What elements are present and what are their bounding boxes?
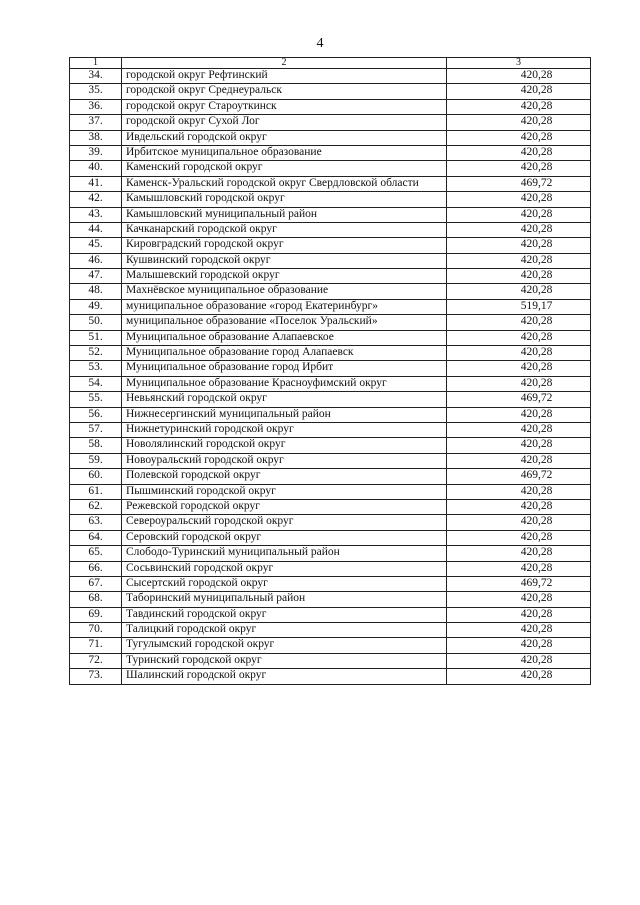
municipality-name: Нижнесергинский муниципальный район (122, 407, 447, 422)
table-row (70, 222, 591, 237)
municipality-name: Муниципальное образование город Алапаевск (122, 346, 447, 361)
row-number: 57. (70, 422, 122, 437)
row-number: 35. (70, 84, 122, 99)
table-row (70, 592, 591, 607)
municipality-name: Слободо-Туринский муниципальный район (122, 546, 447, 561)
municipality-name: Пышминский городской округ (122, 484, 447, 499)
row-value: 420,28 (447, 269, 591, 284)
row-number: 46. (70, 253, 122, 268)
row-number: 54. (70, 376, 122, 391)
row-value: 420,28 (447, 422, 591, 437)
municipality-name: Ирбитское муниципальное образование (122, 145, 447, 160)
municipality-name: муниципальное образование «Поселок Уральский» (122, 315, 447, 330)
municipality-name: Сосьвинский городской округ (122, 561, 447, 576)
municipality-name: Режевской городской округ (122, 499, 447, 514)
page-number: 4 (316, 36, 324, 51)
table-row (70, 69, 591, 84)
table-row (70, 299, 591, 314)
table-row (70, 161, 591, 176)
row-value: 420,28 (447, 515, 591, 530)
municipality-name: Новолялинский городской округ (122, 438, 447, 453)
municipality-name: Шалинский городской округ (122, 669, 447, 684)
row-number: 49. (70, 299, 122, 314)
row-number: 63. (70, 515, 122, 530)
row-value: 420,28 (447, 530, 591, 545)
row-number: 56. (70, 407, 122, 422)
row-value: 420,28 (447, 407, 591, 422)
table-row (70, 499, 591, 514)
municipality-name: Новоуральский городской округ (122, 453, 447, 468)
data-table (69, 57, 591, 685)
municipality-name: Серовский городской округ (122, 530, 447, 545)
column-header-number: 1 (70, 58, 122, 69)
row-value: 469,72 (447, 576, 591, 591)
municipality-name: Камышловский городской округ (122, 192, 447, 207)
row-value: 420,28 (447, 238, 591, 253)
table-row (70, 284, 591, 299)
row-value: 420,28 (447, 284, 591, 299)
municipality-name: городской округ Среднеуральск (122, 84, 447, 99)
row-number: 73. (70, 669, 122, 684)
table-row (70, 361, 591, 376)
row-value: 469,72 (447, 392, 591, 407)
municipality-name: Махнёвское муниципальное образование (122, 284, 447, 299)
municipality-name: Сысертский городской округ (122, 576, 447, 591)
municipality-name: Ивдельский городской округ (122, 130, 447, 145)
row-value: 420,28 (447, 561, 591, 576)
row-value: 420,28 (447, 438, 591, 453)
table-row (70, 438, 591, 453)
row-number: 34. (70, 69, 122, 84)
row-number: 38. (70, 130, 122, 145)
row-number: 42. (70, 192, 122, 207)
row-value: 420,28 (447, 607, 591, 622)
row-value: 420,28 (447, 546, 591, 561)
table-row (70, 207, 591, 222)
row-number: 72. (70, 653, 122, 668)
table-row (70, 422, 591, 437)
row-number: 61. (70, 484, 122, 499)
municipality-name: Каменск-Уральский городской округ Свердловской области (122, 176, 447, 191)
municipality-name: Невьянский городской округ (122, 392, 447, 407)
municipality-name: Муниципальное образование Красноуфимский округ (122, 376, 447, 391)
table-row (70, 407, 591, 422)
row-value: 420,28 (447, 361, 591, 376)
row-value: 420,28 (447, 99, 591, 114)
row-value: 420,28 (447, 623, 591, 638)
table-row (70, 253, 591, 268)
header-row (70, 58, 591, 69)
row-value: 420,28 (447, 130, 591, 145)
row-value: 420,28 (447, 638, 591, 653)
row-value: 420,28 (447, 69, 591, 84)
row-value: 469,72 (447, 176, 591, 191)
table-row (70, 669, 591, 684)
table-row (70, 84, 591, 99)
row-value: 420,28 (447, 453, 591, 468)
municipality-name: Полевской городской округ (122, 469, 447, 484)
table-row (70, 515, 591, 530)
column-header-value: 3 (447, 58, 591, 69)
row-value: 420,28 (447, 253, 591, 268)
row-value: 469,72 (447, 469, 591, 484)
municipality-name: Туринский городской округ (122, 653, 447, 668)
table-row (70, 484, 591, 499)
row-number: 51. (70, 330, 122, 345)
table-row (70, 469, 591, 484)
row-value: 420,28 (447, 484, 591, 499)
municipality-name: городской округ Староуткинск (122, 99, 447, 114)
row-number: 59. (70, 453, 122, 468)
row-value: 420,28 (447, 192, 591, 207)
row-number: 70. (70, 623, 122, 638)
row-value: 420,28 (447, 653, 591, 668)
row-number: 66. (70, 561, 122, 576)
row-number: 41. (70, 176, 122, 191)
table-row (70, 453, 591, 468)
row-number: 44. (70, 222, 122, 237)
row-value: 420,28 (447, 346, 591, 361)
table-body (70, 69, 591, 685)
table-row (70, 376, 591, 391)
row-number: 67. (70, 576, 122, 591)
row-number: 48. (70, 284, 122, 299)
row-number: 37. (70, 115, 122, 130)
municipality-name: Таборинский муниципальный район (122, 592, 447, 607)
table-row (70, 192, 591, 207)
municipality-name: Камышловский муниципальный район (122, 207, 447, 222)
table-row (70, 607, 591, 622)
row-number: 65. (70, 546, 122, 561)
table-row (70, 546, 591, 561)
row-number: 39. (70, 145, 122, 160)
row-number: 52. (70, 346, 122, 361)
municipality-name: муниципальное образование «город Екатеринбург» (122, 299, 447, 314)
row-value: 420,28 (447, 145, 591, 160)
municipality-name: Каменский городской округ (122, 161, 447, 176)
column-header-name: 2 (122, 58, 447, 69)
municipality-name: Тугулымский городской округ (122, 638, 447, 653)
municipality-name: Муниципальное образование Алапаевское (122, 330, 447, 345)
municipality-name: Кушвинский городской округ (122, 253, 447, 268)
table-row (70, 576, 591, 591)
row-number: 68. (70, 592, 122, 607)
table-row (70, 653, 591, 668)
row-value: 420,28 (447, 315, 591, 330)
row-value: 519,17 (447, 299, 591, 314)
table-row (70, 176, 591, 191)
row-value: 420,28 (447, 592, 591, 607)
row-number: 40. (70, 161, 122, 176)
table-row (70, 238, 591, 253)
table-row (70, 315, 591, 330)
row-number: 43. (70, 207, 122, 222)
table-row (70, 115, 591, 130)
table-row (70, 99, 591, 114)
row-number: 45. (70, 238, 122, 253)
table-header (70, 58, 591, 69)
row-number: 55. (70, 392, 122, 407)
row-number: 36. (70, 99, 122, 114)
row-number: 69. (70, 607, 122, 622)
row-number: 62. (70, 499, 122, 514)
municipality-name: Кировградский городской округ (122, 238, 447, 253)
municipality-name: Качканарский городской округ (122, 222, 447, 237)
table-row (70, 330, 591, 345)
row-value: 420,28 (447, 115, 591, 130)
municipality-name: Талицкий городской округ (122, 623, 447, 638)
row-number: 71. (70, 638, 122, 653)
municipality-name: Нижнетуринский городской округ (122, 422, 447, 437)
table-row (70, 561, 591, 576)
municipality-name: Тавдинский городской округ (122, 607, 447, 622)
row-value: 420,28 (447, 669, 591, 684)
municipality-name: городской округ Рефтинский (122, 69, 447, 84)
row-value: 420,28 (447, 207, 591, 222)
row-number: 64. (70, 530, 122, 545)
row-number: 58. (70, 438, 122, 453)
table-row (70, 530, 591, 545)
table-row (70, 638, 591, 653)
table-row (70, 346, 591, 361)
row-value: 420,28 (447, 330, 591, 345)
municipality-name: Малышевский городской округ (122, 269, 447, 284)
municipality-name: Муниципальное образование город Ирбит (122, 361, 447, 376)
row-value: 420,28 (447, 84, 591, 99)
row-number: 47. (70, 269, 122, 284)
municipality-name: Североуральский городской округ (122, 515, 447, 530)
table-row (70, 623, 591, 638)
table-row (70, 269, 591, 284)
table-row (70, 145, 591, 160)
table-row (70, 130, 591, 145)
row-value: 420,28 (447, 499, 591, 514)
row-value: 420,28 (447, 161, 591, 176)
row-value: 420,28 (447, 222, 591, 237)
row-number: 50. (70, 315, 122, 330)
row-number: 53. (70, 361, 122, 376)
row-value: 420,28 (447, 376, 591, 391)
table-row (70, 392, 591, 407)
row-number: 60. (70, 469, 122, 484)
municipality-name: городской округ Сухой Лог (122, 115, 447, 130)
